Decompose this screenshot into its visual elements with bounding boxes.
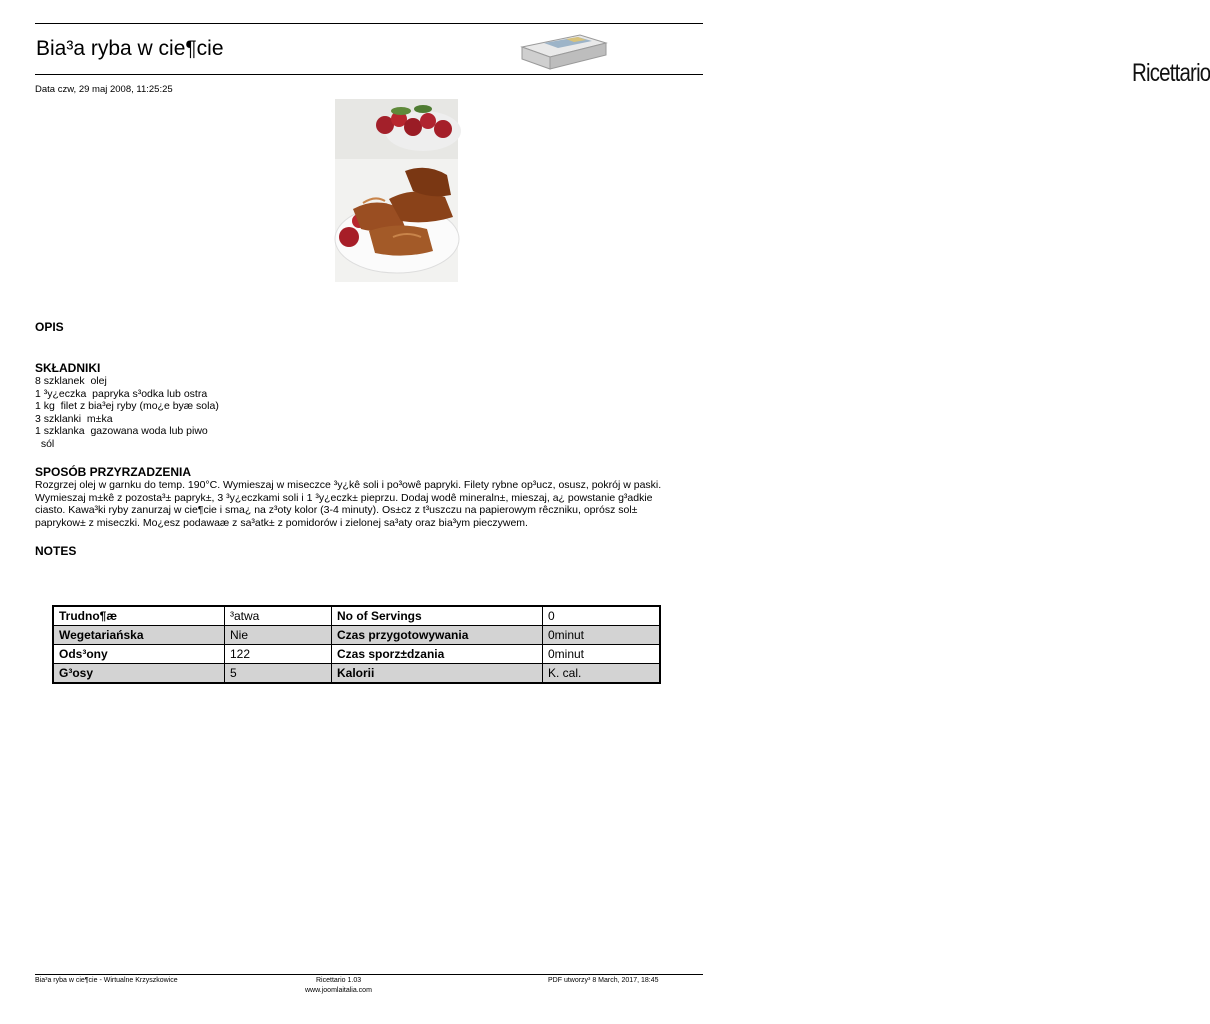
servings-label: No of Servings — [332, 606, 543, 626]
votes-label: G³osy — [53, 664, 225, 684]
ingredient-item: 3 szklanki m±ka — [35, 412, 113, 425]
views-value: 122 — [225, 645, 332, 664]
table-row — [53, 626, 660, 645]
ingredients-list — [35, 375, 219, 450]
ingredient-item: 1 ³y¿eczka papryka s³odka lub ostra — [35, 387, 208, 400]
ingredient-item: 8 szklanek olej — [35, 375, 107, 387]
ricettario-logo — [520, 27, 1210, 87]
cook-time-value: 0minut — [543, 645, 661, 664]
prep-time-value: 0minut — [543, 626, 661, 645]
section-method-heading: SPOSÓB PRZYRZADZENIA — [35, 465, 192, 479]
section-opis-heading: OPIS — [35, 320, 64, 334]
recipe-photo — [335, 99, 458, 282]
top-rule — [35, 23, 703, 24]
ingredient-item: 1 kg filet z bia³ej ryby (mo¿e byæ sola) — [35, 400, 219, 412]
cook-time-label: Czas sporz±dzania — [332, 645, 543, 664]
date-line: Data czw, 29 maj 2008, 11:25:25 — [35, 84, 173, 95]
recipe-info-table — [52, 605, 661, 684]
table-row — [53, 645, 660, 664]
header-rule — [35, 74, 703, 75]
footer-rule — [35, 974, 703, 975]
footer-left: Bia³a ryba w cie¶cie - Wirtualne Krzyszkowice — [35, 977, 178, 984]
vegetarian-value: Nie — [225, 626, 332, 645]
calories-label: Kalorii — [332, 664, 543, 684]
ingredient-item: sól — [35, 437, 55, 450]
table-row — [53, 606, 660, 626]
footer-right: PDF utworzy³ 8 March, 2017, 18:45 — [548, 977, 659, 984]
servings-value: 0 — [543, 606, 661, 626]
difficulty-label: Trudno¶æ — [53, 606, 225, 626]
logo-wordmark: Ricettario — [1132, 59, 1210, 87]
views-label: Ods³ony — [53, 645, 225, 664]
footer-center: Ricettario 1.03 — [316, 977, 362, 984]
book-icon — [520, 27, 620, 73]
votes-value: 5 — [225, 664, 332, 684]
method-text: Rozgrzej olej w garnku do temp. 190°C. Wymieszaj w miseczce ³y¿kê soli i po³owê papryki. Filety rybne op³ucz, osusz, pokrój w paski. Wymieszaj m±kê z pozosta³± papryk±, 3 ³y¿eczkami soli i 1 ³y¿eczk± pieprzu. Dodaj wodê mineraln±, mieszaj, a¿ powstanie g³adkie ciasto. Kawa³ki ryby zanurzaj w cie¶cie i sma¿ na z³oty kolor (3-4 minuty). Os±cz z t³uszczu na papierowym rêczniku, oprósz sol± paprykow± z miseczki. Mo¿esz podawaæ z sa³atk± z pomidorów i zielonej sa³aty oraz bia³ym pieczywem. — [35, 479, 662, 529]
ingredient-item: 1 szklanka gazowana woda lub piwo — [35, 425, 208, 437]
footer-url: www.joomlaitalia.com — [305, 987, 372, 994]
prep-time-label: Czas przygotowywania — [332, 626, 543, 645]
vegetarian-label: Wegetariańska — [53, 626, 225, 645]
table-row — [53, 664, 660, 684]
difficulty-value: ³atwa — [225, 606, 332, 626]
section-ingredients-heading: SKŁADNIKI — [35, 361, 101, 375]
section-notes-heading: NOTES — [35, 544, 77, 558]
page-title: Bia³a ryba w cie¶cie — [36, 37, 224, 60]
calories-value: K. cal. — [543, 664, 661, 684]
